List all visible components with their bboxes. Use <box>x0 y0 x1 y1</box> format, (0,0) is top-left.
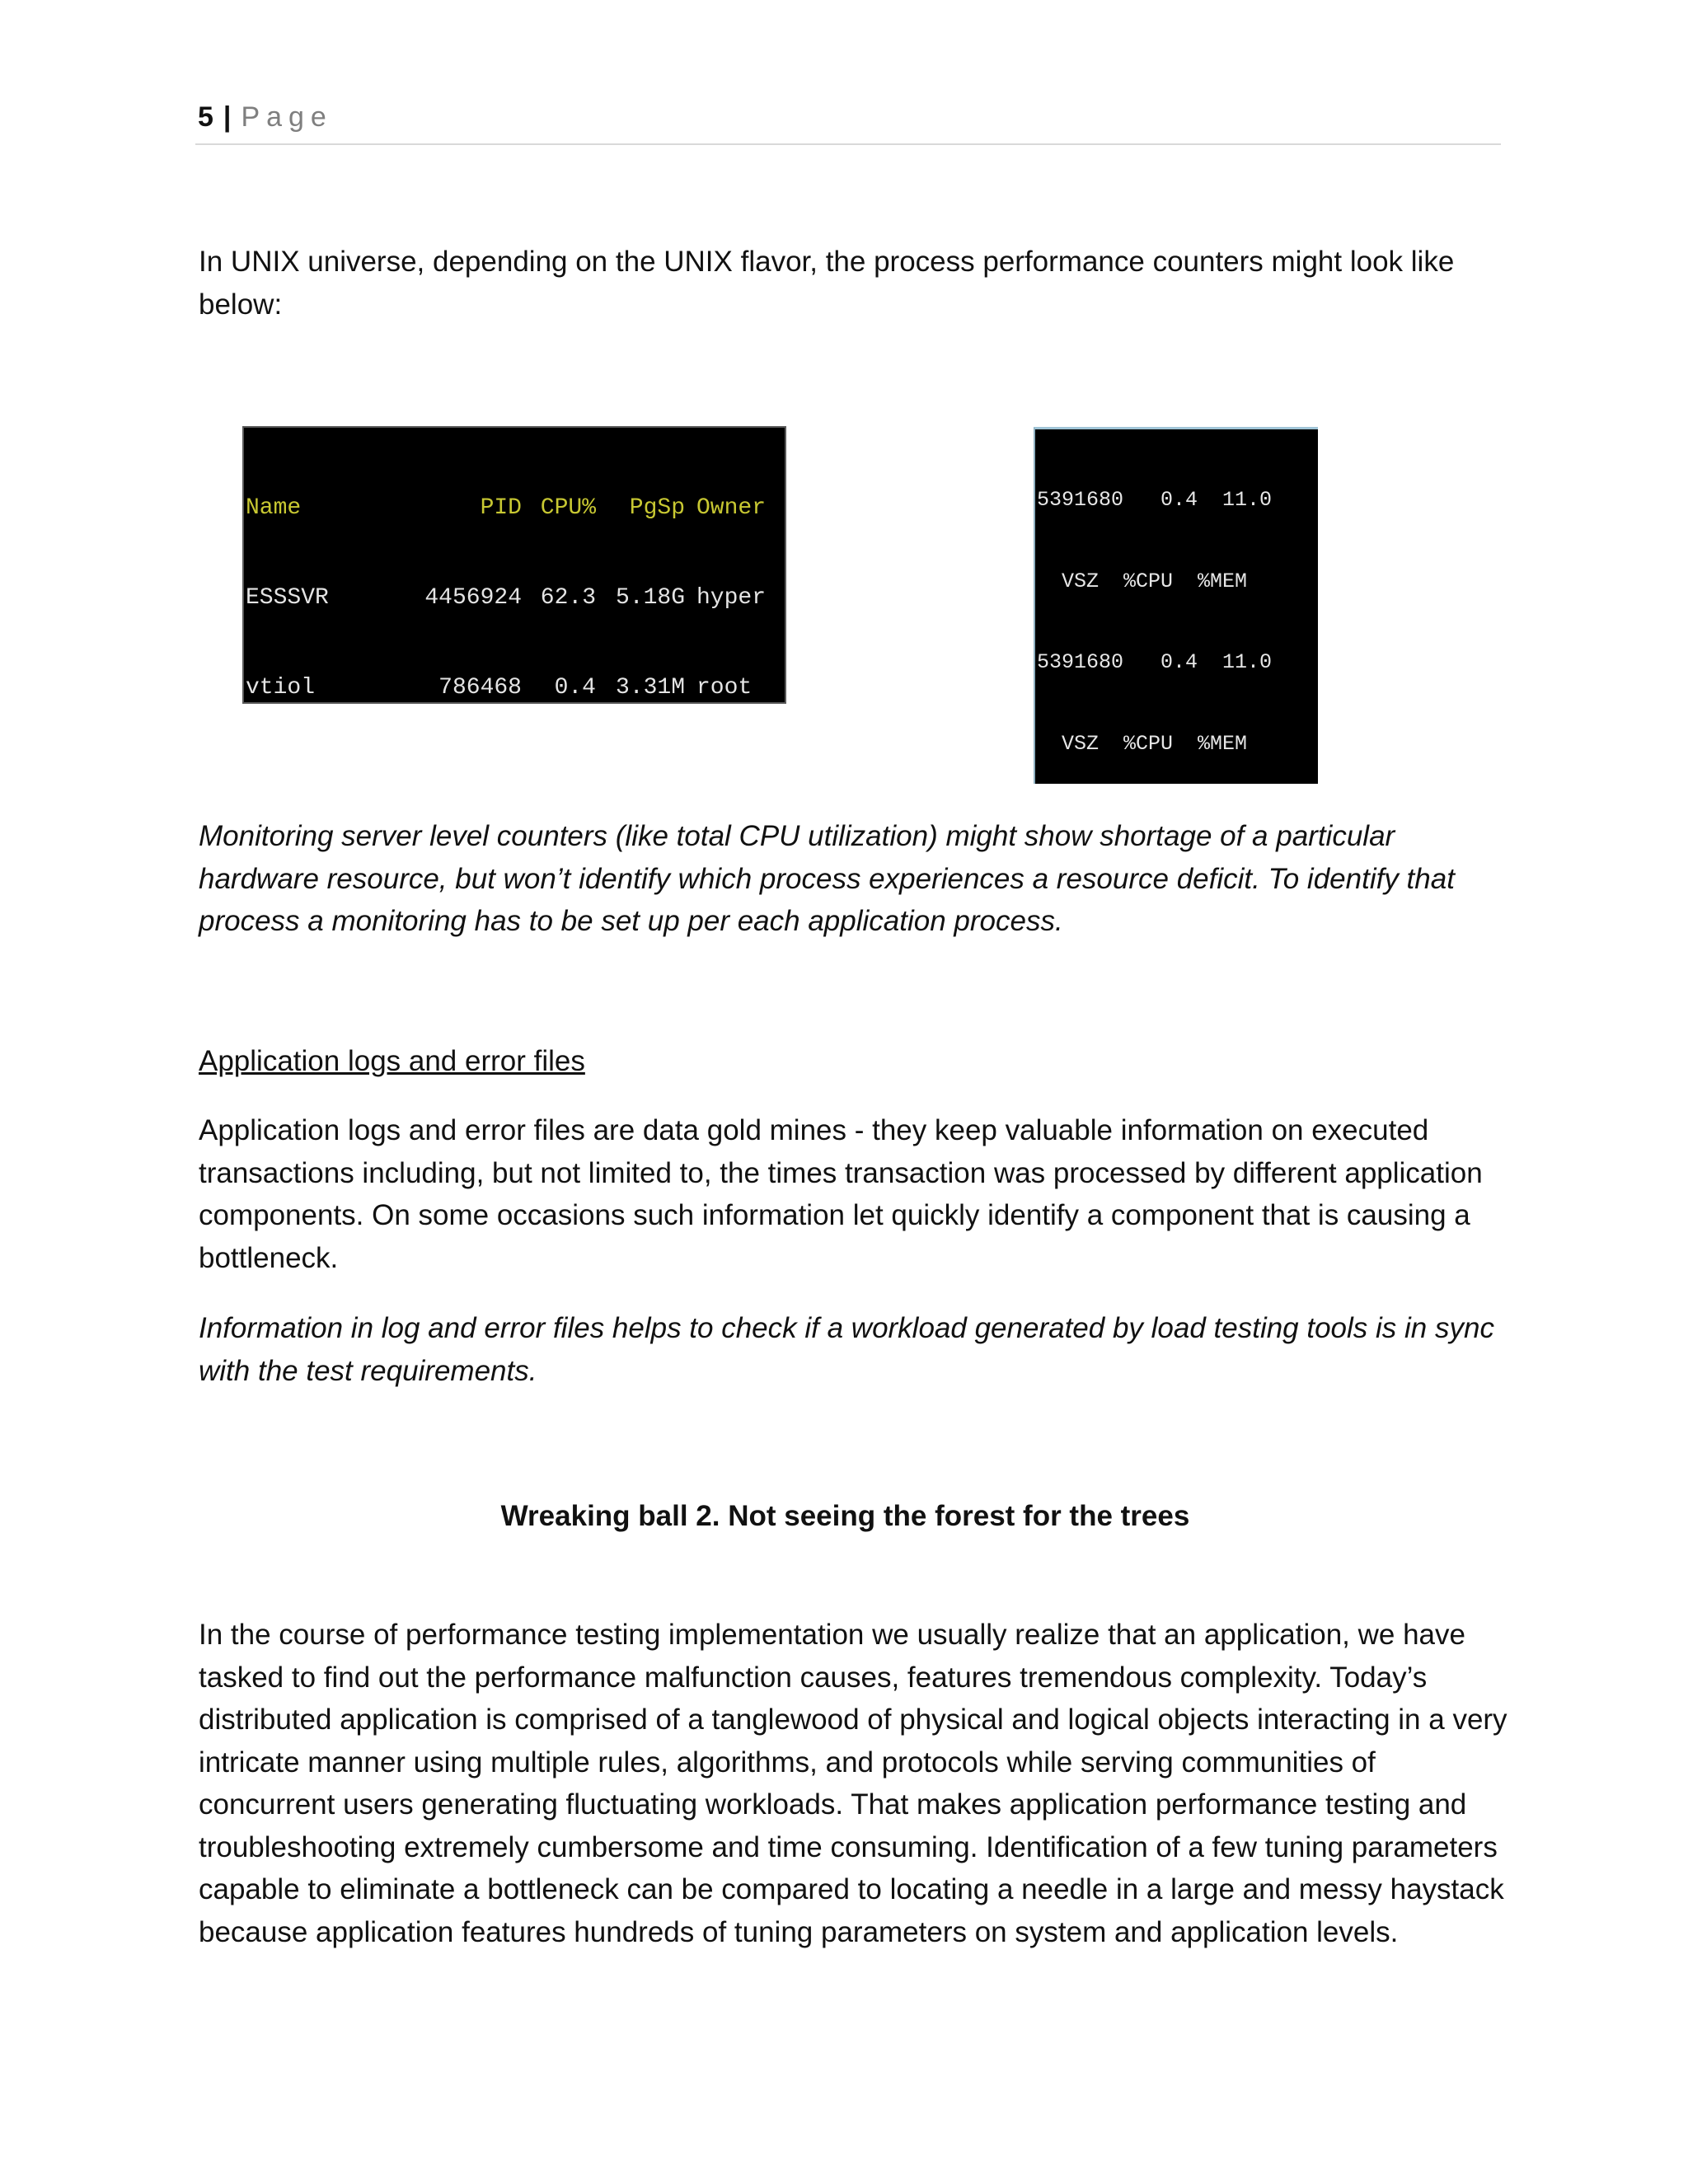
page-word: Page <box>241 101 333 133</box>
header-owner: Owner <box>696 495 767 522</box>
table-row <box>246 583 785 613</box>
table-row <box>246 673 785 703</box>
process-owner: hyper <box>696 585 767 611</box>
process-pid: 786468 <box>438 674 522 701</box>
ps-line: 5391680 0.4 11.0 <box>1037 650 1273 675</box>
ps-line: 5391680 0.4 11.0 <box>1037 487 1273 512</box>
logs-paragraph: Application logs and error files are data gold mines - they keep valuable information on executed transactions including, but not limited to, the times transaction was processed by different application components. On some occasions such information let quickly identify a component that is causing a bottleneck. <box>199 1114 1483 1274</box>
table-header-row <box>246 494 785 523</box>
ps-output-terminal <box>1034 427 1318 784</box>
process-pgsp: 5.18G <box>615 585 685 611</box>
page-number: 5 <box>198 101 217 133</box>
monitoring-note: Monitoring server level counters (like total CPU utilization) might show shortage of a particular hardware resource, but won’t identify which process experiences a resource deficit. To identify that process a monitoring has to be set up per each application process. <box>199 820 1455 937</box>
ps-line: VSZ %CPU %MEM <box>1037 731 1248 756</box>
header-divider <box>195 143 1501 145</box>
process-name: vtiol <box>246 674 316 701</box>
section-paragraph: In the course of performance testing implementation we usually realize that an application, we have tasked to find out the performance malfunction causes, features tremendous complexity. Today’s distributed application is comprised of a tanglewood of physical and logical objects interacting in a very intricate manner using multiple rules, algorithms, and protocols while serving communities of concurrent users generating fluctuating workloads. That makes application performance testing and troubleshooting extremely cumbersome and time consuming. Identification of a few tuning parameters capable to eliminate a bottleneck can be compared to locating a needle in a large and messy haystack because application features hundreds of tuning parameters on system and application levels. <box>199 1619 1507 1948</box>
header-cpu: CPU% <box>540 495 596 522</box>
process-pgsp: 3.31M <box>615 674 685 701</box>
header-name: Name <box>246 495 302 522</box>
process-owner: root <box>696 674 753 701</box>
page-separator: | <box>223 101 235 133</box>
intro-paragraph: In UNIX universe, depending on the UNIX flavor, the process performance counters might look like below: <box>199 246 1455 321</box>
process-pid: 4456924 <box>424 585 522 611</box>
header-pgsp: PgSp <box>629 495 685 522</box>
logs-note: Information in log and error files helps to check if a workload generated by load testing tools is in sync with the test requirements. <box>199 1312 1494 1387</box>
topas-process-table <box>242 426 786 704</box>
header-pid: PID <box>480 495 522 522</box>
page-header <box>198 97 1500 137</box>
section-heading: Wreaking ball 2. Not seeing the forest for the trees <box>500 1500 1190 1532</box>
process-name: ESSSVR <box>246 585 329 611</box>
logs-heading: Application logs and error files <box>199 1045 585 1077</box>
ps-line: VSZ %CPU %MEM <box>1037 569 1248 593</box>
process-cpu: 62.3 <box>540 585 596 611</box>
process-cpu: 0.4 <box>554 674 596 701</box>
